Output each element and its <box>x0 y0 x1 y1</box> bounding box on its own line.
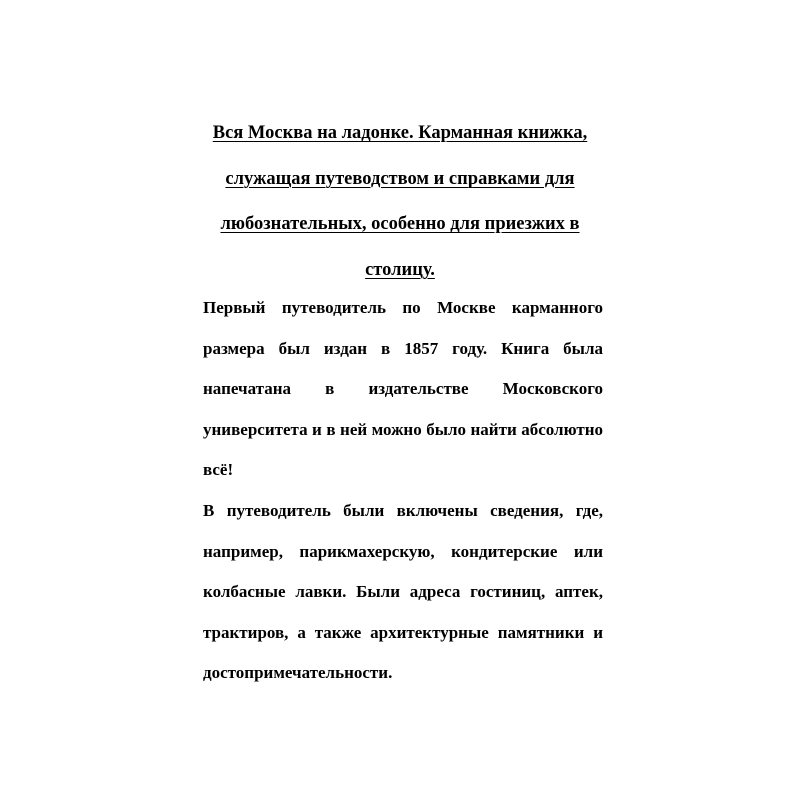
paragraph-first: Первый путеводитель по Москве карманного размера был издан в 1857 году. Книга была напечатана в издательстве Московского университета и в ней можно было найти абсолютно всё! <box>203 298 603 479</box>
paragraph-second: В путеводитель были включены сведения, где, например, парикмахерскую, кондитерские или колбасные лавки. Были адреса гостиниц, аптек, трактиров, а также архитектурные памятники и достопримечательности. <box>203 501 603 682</box>
document-title: Вся Москва на ладонке. Карманная книжка, служащая путеводством и справками для любознательных, особенно для приезжих в столицу. <box>212 123 588 280</box>
